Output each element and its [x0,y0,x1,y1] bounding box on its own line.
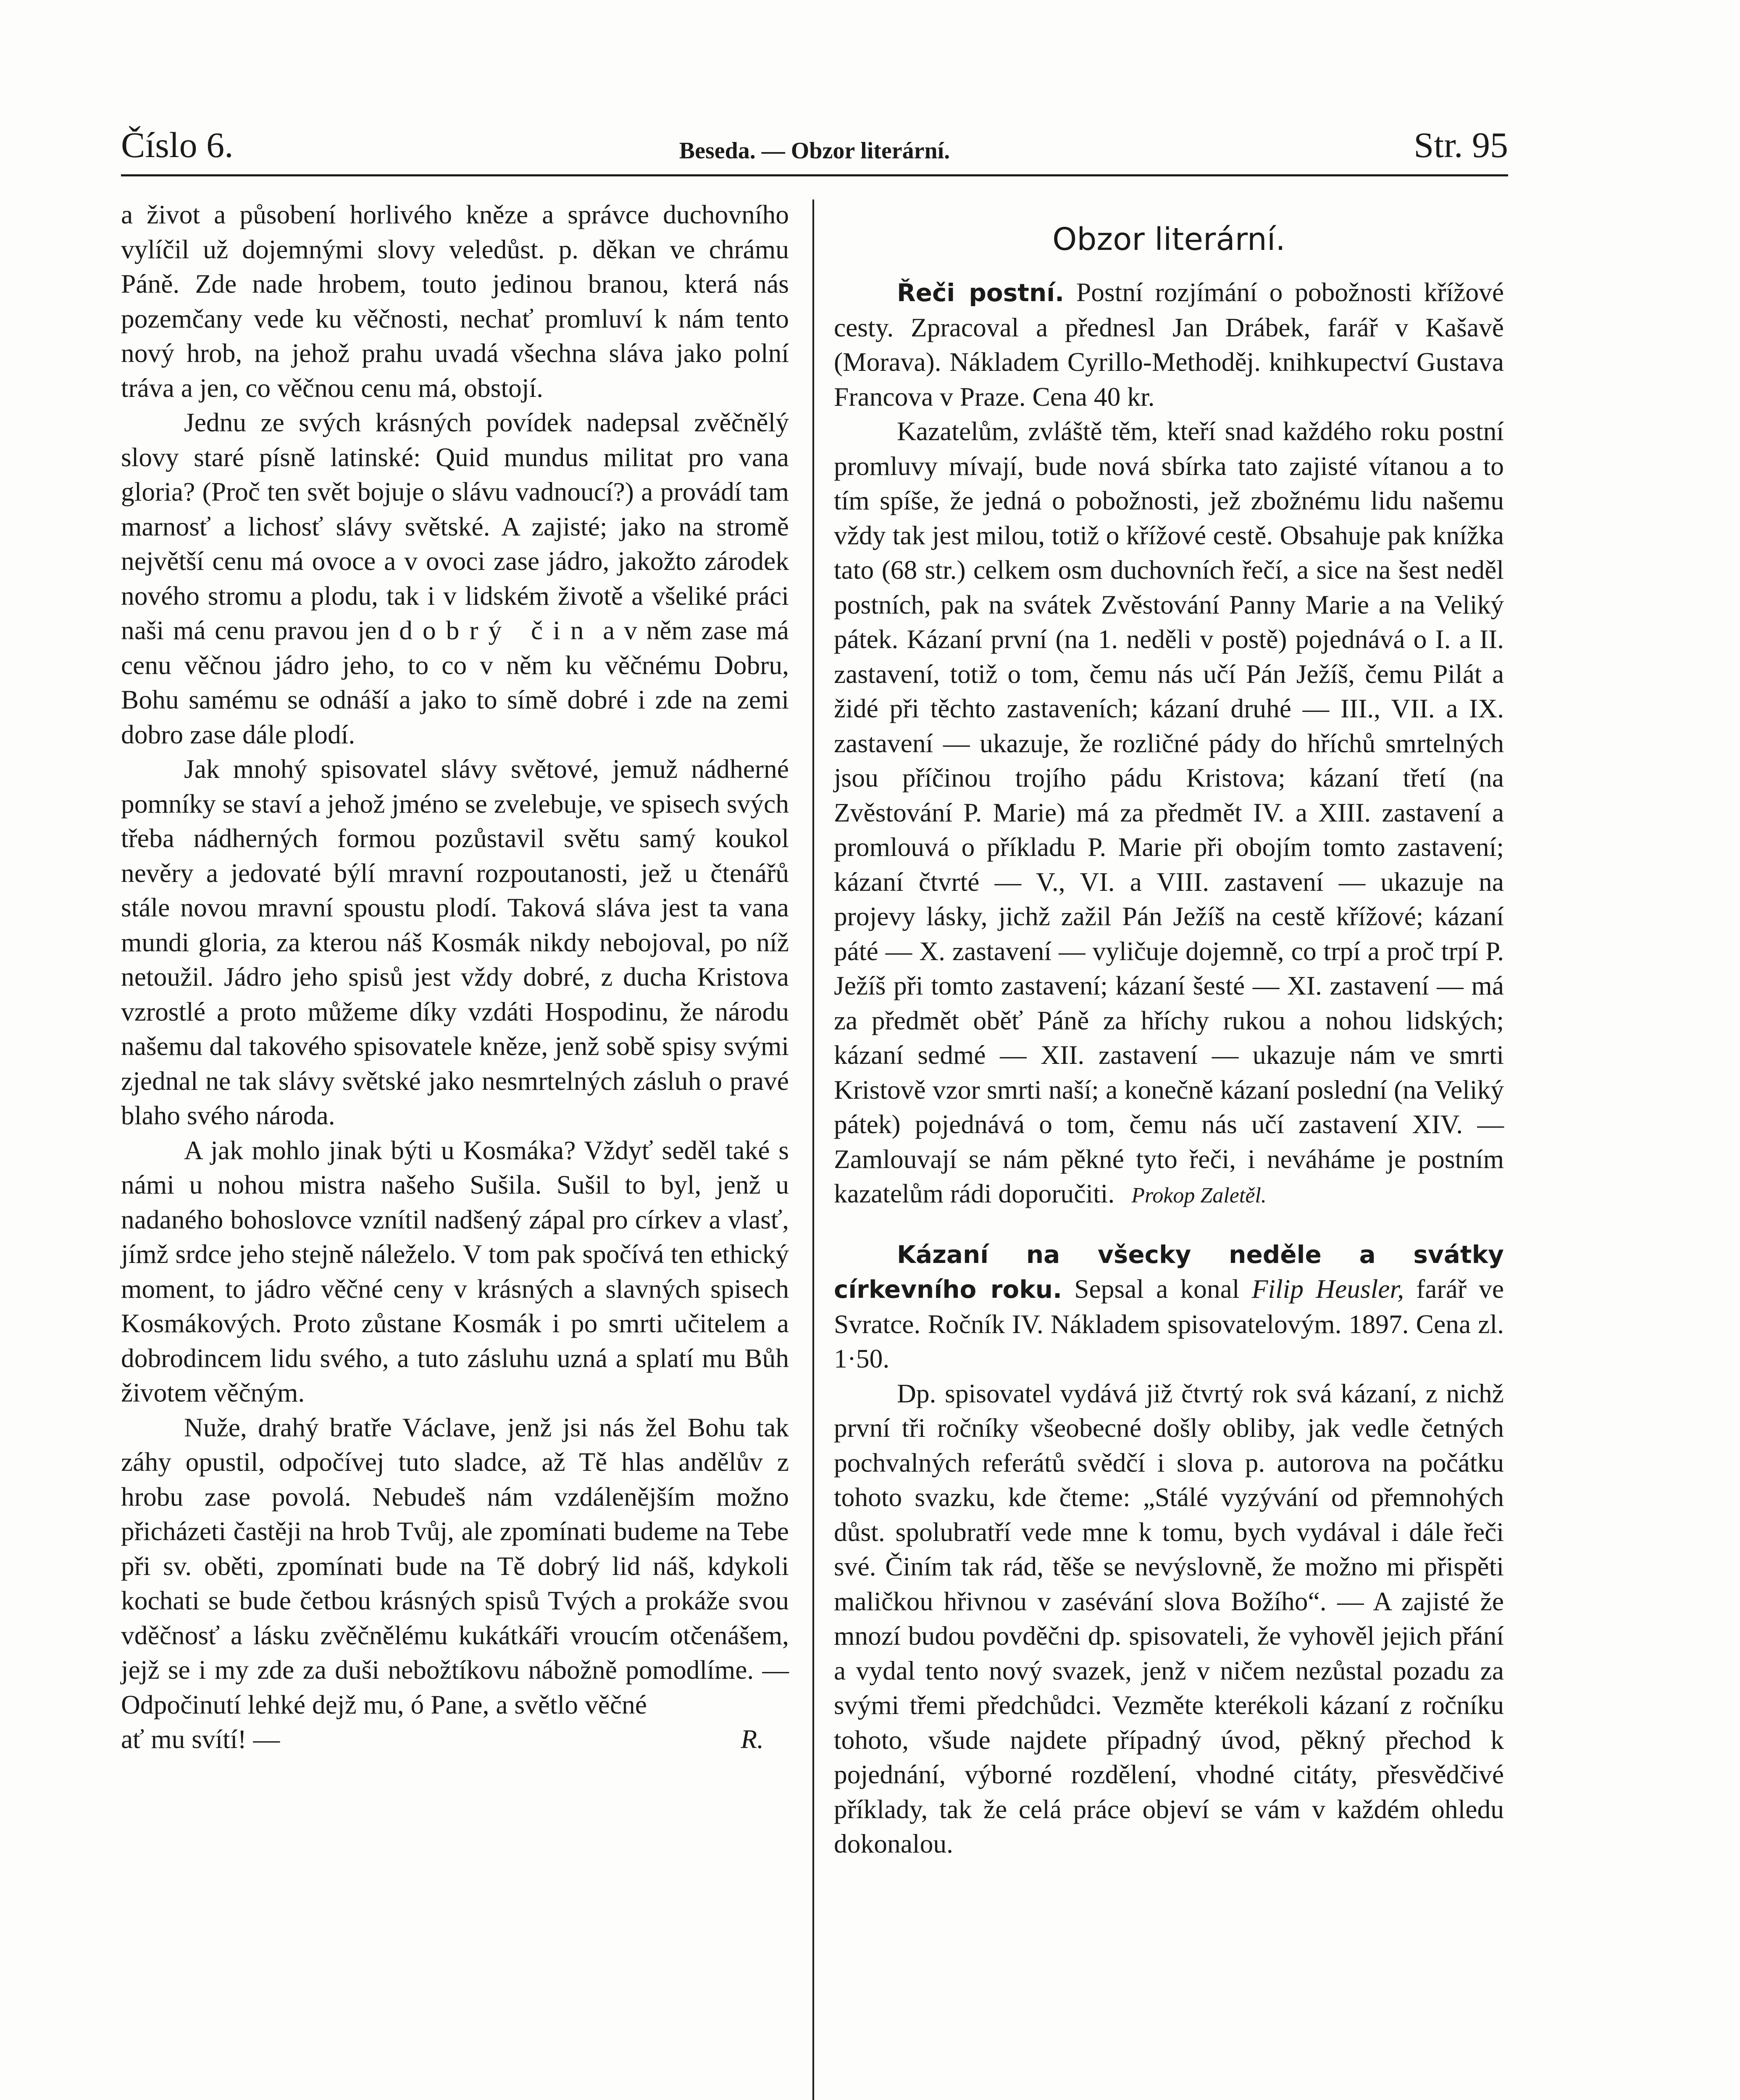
book-details: farář ve Svratce. Ročník IV. Nákladem spisovatelovým. 1897. Cena zl. 1·50. [834,1274,1504,1373]
reviewer-signature: Prokop Zaletěl. [1131,1184,1267,1208]
review-text: Dp. spisovatel vydává již čtvrtý rok svá kázaní, z nichž první tři ročníky všeobecné došly obliby, jak vedle četných pochvalných referátů svědčí i slova p. autorova na počátku tohoto svazku, kde čteme: „Stálé vyzývání od přemnohých důst. spolubratří vede mne k tomu, bych vydával i dále řeči své. Činím tak rád, těše se nevýslovně, že možno mi přispěti maličkou hřivnou v zasévání slova Božího“. — A zajisté že mnozí budou povděčni dp. spisovateli, že vyhověl jejich přání a vydal tento nový svazek, jenž v ničem nezůstal pozadu za svými třemi předchůdci. Vezměte kterékoli kázaní z ročníku tohoto, všude najdete případný úvod, pěkný přechod k pojednání, výborné rozdělení, vhodné citáty, přesvědčivé příklady, tak že celá práce objeví se vám v každém ohledu dokonalou. [834,1378,1504,1858]
running-title: Beseda. — Obzor literární. [679,138,950,164]
book-details: Postní rozjímání o pobožnosti křížové cesty. Zpracoval a přednesl Jan Drábek, farář v Kašavě (Morava). Nákladem Cyrillo-Methoděj. knihkupectví Gustava Francova v Praze. Cena 40 kr. [834,277,1504,412]
page-number: Str. 95 [1414,125,1508,165]
closing-line [121,1722,789,1757]
issue-number: Číslo 6. [121,125,234,165]
review-body: Kazatelům, zvláště těm, kteří snad každého roku postní promluvy mívají, bude nová sbírka tato zajisté vítanou a to tím spíše, že jedná o pobožnosti, jež zbožnému lidu našemu vždy tak jest milou, totiž o křížové cestě. Obsahuje pak knížka tato (68 str.) celkem osm duchovních řečí, a sice na šest neděl postních, pak na svátek Zvěstování Panny Marie a na Veliký pátek. Kázaní první (na 1. neděli v postě) pojednává o I. a II. zastavení, totiž o tom, čemu nás učí Pán Ježíš, čemu Pilát a židé při těchto zastaveních; kázaní druhé — III., VII. a IX. zastavení — ukazuje, že rozličné pády do hříchů smrtelných jsou příčinou trojího pádu Kristova; kázaní třetí (na Zvěstování P. Marie) má za předmět IV. a XIII. zastavení a promlouvá o příkladu P. Marie při obojím tomto zastavení; kázaní čtvrté — V., VI. a VIII. zastavení — ukazuje na projevy lásky, jichž zažil Pán Ježíš na cestě křížové; kázaní páté — X. zastavení — vyličuje dojemně, co trpí a proč trpí P. Ježíš při tomto zastavení; kázaní šesté — XI. zastavení — má za předmět oběť Páně za hříchy rukou a nohou lidských; kázaní sedmé — XII. zastavení — ukazuje nám ve smrti Kristově vzor smrti naší; a konečně kázaní poslední (na Veliký pátek) pojednává o tom, čemu nás učí zastavení XIV. — Zamlouvají se nám pěkné tyto řeči, i neváháme je postním kazatelům rádi doporučiti. [834,416,1504,1208]
page-header [121,120,1508,178]
review-text [834,414,1504,1213]
emphasized-phrase: dobrý čin [399,615,594,645]
paragraph: Jak mnohý spisovatel slávy světové, jemuž nádherné pomníky se staví a jehož jméno se zvelebuje, ve spisech svých třeba nádherných formou pozůstavil světu samý koukol nevěry a jedovaté býlí mravní rozpoutanosti, jež u čtenářů stále novou mravní spoustu plodí. Taková sláva jest ta vana mundi gloria, za kterou náš Kosmák nikdy nebojoval, po níž netoužil. Jádro jeho spisů jest vždy dobré, z ducha Kristova vzrostlé a proto můžeme díky vzdáti Hospodinu, že národu našemu dal takového spisovatele kněze, jenž sobě spisy svými zjednal ne tak slávy světské jako nesmrtelných zásluh o pravé blaho svého národa. [121,754,789,1130]
author-signature: R. [741,1724,764,1754]
header-rule [121,174,1508,176]
book-author: Filip Heusler, [1251,1274,1404,1304]
paragraph: Nuže, drahý bratře Václave, jenž jsi nás žel Bohu tak záhy opustil, odpočívej tuto sladce, až Tě hlas andělův z hrobu zase povolá. Nebudeš nám vzdálenějším možno přicházeti častěji na hrob Tvůj, ale zpomínati budeme na Tebe při sv. oběti, zpomínati bude na Tě dobrý lid náš, kdykoli kochati se bude četbou krásných spisů Tvých a prokáže svou vděčnosť a lásku zvěčnělému kukátkáři vroucím otčenášem, jejž se i my zde za duši nebožtíkovu nábožně pomodlíme. — Odpočinutí lehké dejž mu, ó Pane, a světlo věčné [121,1412,789,1719]
paragraph-text: Jednu ze svých krásných povídek nadepsal zvěčnělý slovy staré písně latinské: Quid mundus militat pro vana gloria? (Proč ten svět bojuje o slávu vadnoucí?) a provádí tam marnosť a lichosť slávy světské. A zajisté; jako na stromě největší cenu má ovoce a v ovoci zase jádro, jakožto zárodek nového stromu a plodu, tak i v lidském životě a všeliké práci naši má cenu pravou jen [121,407,789,645]
paragraph-text: a v něm zase má cenu věčnou jádro jeho, to co v něm ku věčnému Dobru, Bohu samému se odnáší a jako to símě dobré i zde na zemi dobro zase dále plodí. [121,615,789,749]
closing-text: ať mu svítí! — [121,1724,280,1754]
left-column [121,197,789,1757]
book-title: Řeči postní. [897,278,1065,307]
column-divider [812,200,814,2100]
paragraph: A jak mohlo jinak býti u Kosmáka? Vždyť seděl také s námi u nohou mistra našeho Sušila. Sušil to byl, jenž u nadaného bohoslovce vznítil nadšený zápal pro církev a vlasť, jímž srdce jeho stejně náleželo. V tom pak spočívá ten ethický moment, to jádro věčné ceny v krásných a slavných spisech Kosmákových. Proto zůstane Kosmák i po smrti učitelem a dobrodincem lidu svého, a tuto zásluhu uzná a splatí mu Bůh životem věčným. [121,1135,789,1407]
book-entry [834,275,1504,414]
book-details: Sepsal a konal [1074,1274,1240,1304]
right-column [834,197,1504,1861]
book-title: Kázaní na všecky neděle a svátky církevního roku. [834,1240,1504,1304]
section-title: Obzor literární. [1052,221,1285,257]
paragraph: a život a působení horlivého kněze a správce duchovního vylíčil už dojemnými slovy veledůst. p. děkan ve chrámu Páně. Zde nade hrobem, touto jedinou branou, která nás pozemčany vede ku věčnosti, nechať promluví k nám tento nový hrob, na jehož prahu uvadá všechna sláva jako polní tráva a jen, co věčnou cenu má, obstojí. [121,200,789,403]
book-entry [834,1237,1504,1376]
paragraph [121,405,789,752]
